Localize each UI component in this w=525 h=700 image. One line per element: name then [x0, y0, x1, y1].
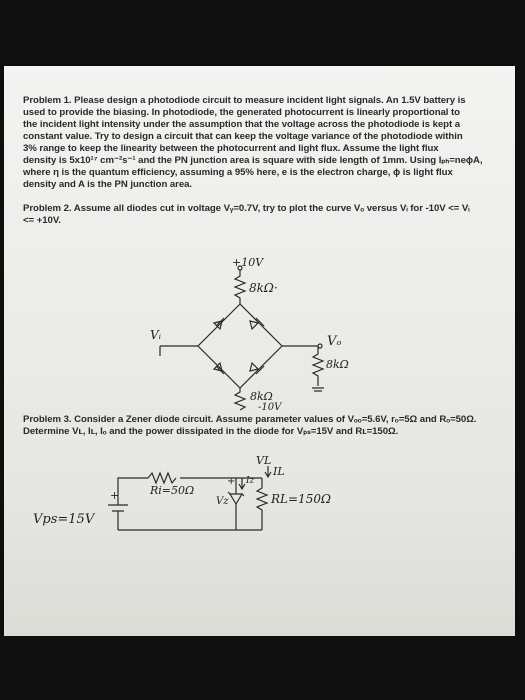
top-supply-label: +10V	[232, 256, 264, 269]
bottom-resistor-label: 8kΩ	[250, 390, 273, 403]
source-wire	[118, 478, 148, 505]
problem-2-line: Problem 2. Assume all diodes cut in voltage Vᵧ=0.7V, try to plot the curve Vₒ versus Vᵢ for -10V <= Vᵢ	[23, 203, 470, 214]
problem-1-line: density and A is the PN junction area.	[23, 179, 193, 190]
source-label: Vps=15V	[33, 512, 95, 527]
output-label: Vₒ	[327, 334, 342, 349]
battery-symbol	[108, 505, 128, 530]
problem-1-line: the incident light intensity under the assumption that the voltage across the photodiode is kept a	[23, 119, 460, 130]
load-resistor	[257, 478, 267, 530]
zener-plus-sign: +	[227, 476, 236, 487]
load-resistor-label: RL=150Ω	[271, 492, 331, 506]
output-resistor-label: 8kΩ	[326, 358, 349, 371]
battery-plus-sign: +	[110, 489, 120, 502]
input-label: Vᵢ	[150, 328, 162, 342]
problem-1-line: density is 5x10¹⁷ cm⁻²s⁻¹ and the PN junction area is square with side length of 1mm. Using Iₚₕ=neϕA,	[23, 155, 483, 166]
problem-1-line: constant value. Try to design a circuit that can keep the voltage variance of the photodiode within	[23, 131, 463, 142]
zener-current-arrow	[239, 478, 245, 489]
problem-1-line: used to provide the biasing. In photodiode, the generated photocurrent is linearly proportional to	[23, 107, 460, 118]
load-current-arrow	[265, 466, 271, 477]
series-resistor-label: Ri=50Ω	[150, 484, 195, 497]
zener-current-label: Iz	[246, 476, 255, 486]
load-current-label: IL	[273, 465, 285, 478]
problem-3-line: Determine Vʟ, Iʟ, Iₒ and the power dissipated in the diode for Vₚₛ=15V and Rʟ=150Ω.	[23, 426, 399, 437]
problem-2-line: <= +10V.	[23, 215, 61, 226]
problem-1-line: 3% range to keep the linearity between the photocurrent and light flux. Assume the light flux	[23, 143, 439, 154]
top-resistor-label: 8kΩ·	[249, 281, 278, 295]
problem-1-line: Problem 1. Please design a photodiode circuit to measure incident light signals. An 1.5V battery is	[23, 95, 466, 106]
problem-3-line: Problem 3. Consider a Zener diode circuit. Assume parameter values of Vₒₒ=5.6V, rₒ=5Ω and Rₒ=50Ω.	[23, 414, 477, 425]
series-resistor	[148, 473, 176, 483]
problem-1-line: where η is the quantum efficiency, assuming a 95% here, e is the electron charge, ϕ is light flux	[23, 167, 453, 178]
bottom-supply-label: -10V	[258, 402, 282, 413]
zener-voltage-label: Vz	[216, 496, 229, 507]
load-voltage-label: VL	[256, 454, 272, 467]
